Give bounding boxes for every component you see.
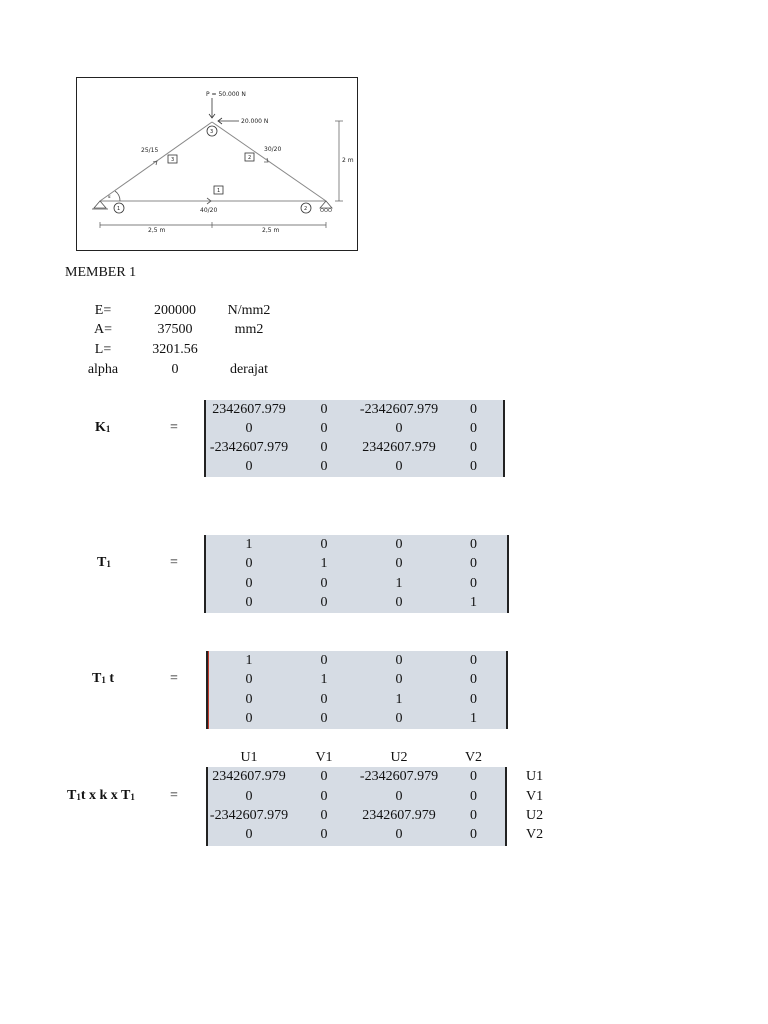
matrix-cell: 0 <box>395 595 403 610</box>
matrix-cell: 0 <box>320 402 328 417</box>
matrix-cell: 0 <box>470 692 477 707</box>
matrix-cell: 0 <box>470 440 477 455</box>
truss-figure <box>76 77 358 251</box>
matrix-cell: 0 <box>245 692 253 707</box>
matrix-cell: 0 <box>320 808 328 823</box>
matrix-cell: 0 <box>470 808 477 823</box>
elem-2-label: 2 <box>248 155 252 161</box>
matrix-cell: 1 <box>395 692 403 707</box>
matrix-cell: 0 <box>395 827 403 842</box>
param-name: alpha <box>87 362 119 377</box>
col-header: V2 <box>464 750 483 765</box>
matrix-cell: 0 <box>395 711 403 726</box>
member-title: MEMBER 1 <box>65 265 137 280</box>
matrix-cell: 0 <box>320 769 328 784</box>
col-header: V1 <box>315 750 333 765</box>
load-p-label: P = 50.000 N <box>206 91 246 98</box>
param-value: 200000 <box>154 303 196 318</box>
elem-3-label: 3 <box>171 157 175 163</box>
param-unit: N/mm2 <box>227 303 271 318</box>
row-label: V1 <box>526 789 544 804</box>
matrix-cell: 0 <box>245 711 253 726</box>
param-unit: mm2 <box>234 322 264 337</box>
matrix-cell: 0 <box>320 711 328 726</box>
matrix-cell: 0 <box>245 595 253 610</box>
param-value: 0 <box>171 362 179 377</box>
matrix-cell: 0 <box>470 537 477 552</box>
matrix-cell: 1 <box>395 576 403 591</box>
tt-matrix-label: $T_1$ t <box>92 671 115 686</box>
matrix-cell: 0 <box>395 421 403 436</box>
t-matrix <box>205 535 508 613</box>
matrix-cell: 0 <box>470 421 477 436</box>
matrix-cell: 2342607.979 <box>362 808 436 823</box>
matrix-cell: 0 <box>395 537 403 552</box>
span-left-label: 2,5 m <box>148 227 166 234</box>
matrix-cell: 1 <box>320 556 328 571</box>
node-2-label: 2 <box>304 206 308 212</box>
row-label: U2 <box>526 808 544 823</box>
matrix-cell: 0 <box>320 827 328 842</box>
result-matrix-label: $T_1t$ x k x $T_1$ <box>67 788 135 803</box>
matrix-cell: -2342607.979 <box>359 402 439 417</box>
pin-support-icon <box>94 201 106 208</box>
param-name: L= <box>94 342 112 357</box>
matrix-cell: -2342607.979 <box>359 769 439 784</box>
param-unit: derajat <box>229 362 269 377</box>
matrix-cell: 0 <box>320 440 328 455</box>
matrix-cell: 0 <box>470 556 477 571</box>
elem-1-label: 1 <box>217 188 221 194</box>
matrix-cell: 0 <box>320 576 328 591</box>
matrix-cell: 0 <box>320 653 328 668</box>
t-matrix-label: $T_1$ <box>97 555 111 570</box>
matrix-cell: 0 <box>320 421 328 436</box>
param-name: A= <box>93 322 112 337</box>
member-right-label: 30/20 <box>264 146 282 153</box>
matrix-cell: 0 <box>395 459 403 474</box>
matrix-cell: 0 <box>320 595 328 610</box>
matrix-cell: 1 <box>320 672 328 687</box>
member-left-label: 25/15 <box>141 147 159 154</box>
span-right-label: 2,5 m <box>262 227 280 234</box>
matrix-cell: 1 <box>245 653 253 668</box>
matrix-cell: 0 <box>470 576 477 591</box>
param-unit <box>216 340 282 360</box>
matrix-cell: 0 <box>245 827 253 842</box>
node-1-label: 1 <box>117 206 121 212</box>
node-3-label: 3 <box>210 129 214 135</box>
matrix-cell: 0 <box>320 789 328 804</box>
param-value: 37500 <box>157 322 193 337</box>
matrix-cell: 0 <box>320 692 328 707</box>
roller-support-icon <box>320 201 332 208</box>
matrix-cell: -2342607.979 <box>209 808 289 823</box>
matrix-cell: 0 <box>470 653 477 668</box>
k-matrix <box>205 400 504 477</box>
matrix-cell: 1 <box>245 537 253 552</box>
matrix-cell: 0 <box>395 556 403 571</box>
matrix-cell: 0 <box>395 789 403 804</box>
k-matrix-label: $K_1$ <box>95 420 111 435</box>
matrix-cell: 2342607.979 <box>362 440 436 455</box>
member-2-line <box>212 122 326 201</box>
matrix-cell: 0 <box>245 459 253 474</box>
matrix-cell: 0 <box>320 459 328 474</box>
svg-text:α: α <box>108 194 111 199</box>
tt-matrix <box>207 651 507 729</box>
matrix-cell: 0 <box>245 576 253 591</box>
height-label: 2 m <box>342 157 354 164</box>
matrix-cell: 0 <box>245 672 253 687</box>
matrix-cell: 0 <box>470 827 477 842</box>
col-header: U1 <box>240 750 258 765</box>
equals-sign: = <box>170 671 178 686</box>
matrix-cell: 1 <box>470 595 477 610</box>
load-h-label: 20.000 N <box>241 118 269 125</box>
equals-sign: = <box>170 555 178 570</box>
matrix-cell: 0 <box>470 769 477 784</box>
matrix-cell: 0 <box>470 672 477 687</box>
param-name: E= <box>94 303 112 318</box>
col-header: U2 <box>390 750 408 765</box>
equals-sign: = <box>170 788 178 803</box>
matrix-cell: 1 <box>470 711 477 726</box>
matrix-cell: 0 <box>245 789 253 804</box>
matrix-cell: 0 <box>395 672 403 687</box>
row-label: V2 <box>526 827 544 842</box>
matrix-cell: 2342607.979 <box>212 769 286 784</box>
equals-sign: = <box>170 420 178 435</box>
matrix-cell: 0 <box>245 556 253 571</box>
member-bottom-label: 40/20 <box>200 207 218 214</box>
matrix-cell: 2342607.979 <box>212 402 286 417</box>
param-value: 3201.56 <box>152 342 198 357</box>
matrix-cell: 0 <box>320 537 328 552</box>
matrix-cell: 0 <box>395 653 403 668</box>
matrix-cell: 0 <box>245 421 253 436</box>
matrix-cell: 0 <box>470 459 477 474</box>
row-label: U1 <box>526 769 544 784</box>
matrix-cell: -2342607.979 <box>209 440 289 455</box>
result-matrix <box>207 767 506 846</box>
matrix-cell: 0 <box>470 402 477 417</box>
matrix-cell: 0 <box>470 789 477 804</box>
